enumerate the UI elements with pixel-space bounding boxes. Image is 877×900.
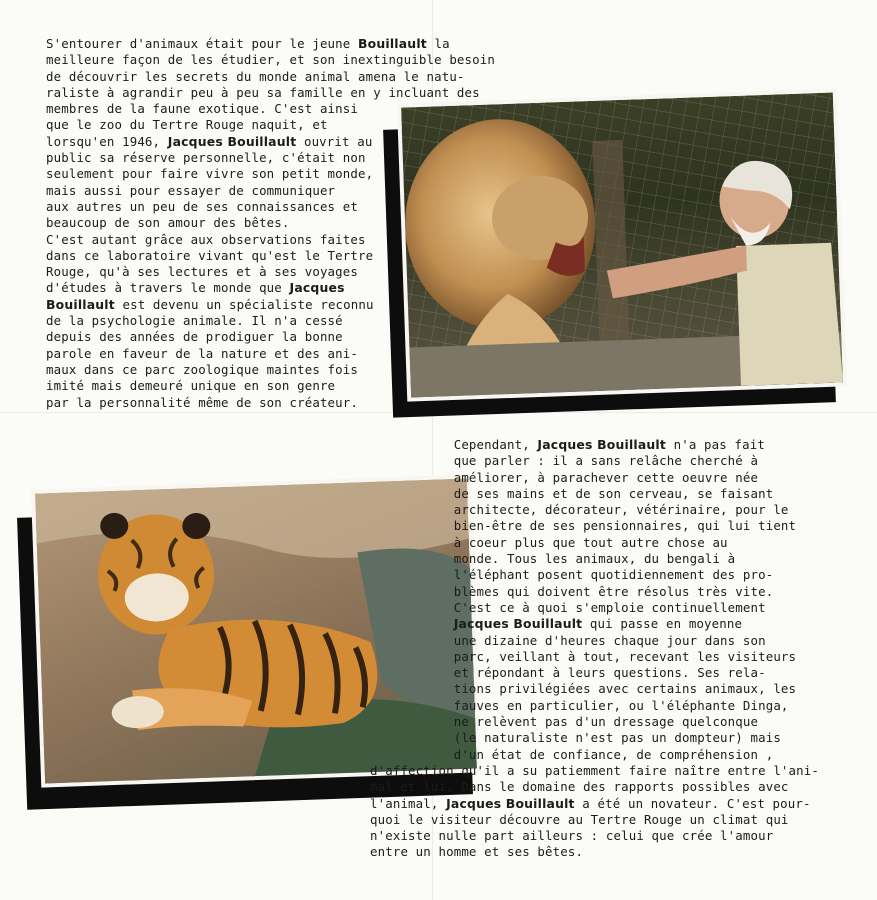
text-run: C'est autant grâce aux observations faites: [46, 231, 366, 247]
text-run: de ses mains et de son cerveau, se faisant: [370, 485, 774, 501]
text-line: [370, 812, 830, 828]
text-line: [370, 551, 830, 567]
name-highlight: Jacques Bouillault: [446, 795, 575, 811]
text-run: a été un novateur. C'est pour-: [574, 795, 811, 811]
lion-illustration: [401, 93, 843, 398]
text-line: [370, 437, 830, 453]
text-run: de découvrir les secrets du monde animal amena le natu-: [46, 68, 465, 84]
text-run: tions privilégiées avec certains animaux, les: [370, 681, 797, 697]
text-run: l'éléphant posent quotidiennement des pro-: [370, 567, 774, 583]
text-line: [370, 633, 830, 649]
text-run: meilleure façon de les étudier, et son inextinguible besoin: [46, 52, 495, 68]
text-line: [370, 681, 830, 697]
text-line: [370, 779, 830, 795]
text-run: quoi le visiteur découvre au Tertre Rouge un climat qui: [370, 811, 789, 827]
text-run: n'existe nulle part ailleurs : celui que crée l'amour: [370, 828, 774, 844]
text-line: [370, 747, 830, 763]
text-run: imité mais demeuré unique en son genre: [46, 378, 336, 394]
text-run: par la personnalité même de son créateur.: [46, 394, 359, 410]
text-line: [370, 486, 830, 502]
text-run: blèmes qui doivent être résolus très vite.: [370, 583, 774, 599]
text-run: est devenu un spécialiste reconnu: [114, 296, 374, 312]
text-run: public sa réserve personnelle, c'était non: [46, 150, 366, 166]
text-line: [370, 470, 830, 486]
text-line: [370, 518, 830, 534]
text-run: bien-être de ses pensionnaires, qui lui tient: [370, 518, 797, 534]
text-run: l'animal,: [370, 795, 447, 811]
text-run: Rouge, qu'à ses lectures et à ses voyages: [46, 264, 359, 280]
text-line: [46, 36, 506, 52]
text-run: d'affection qu'il a su patiemment faire naître entre l'ani-: [370, 762, 819, 778]
text-run: S'entourer d'animaux était pour le jeune: [46, 36, 359, 51]
text-run: [370, 616, 454, 631]
text-run: monde. Tous les animaux, du bengali à: [370, 551, 736, 567]
text-run: depuis des années de prodiguer la bonne: [46, 329, 343, 345]
text-line: [370, 649, 830, 665]
text-run: de la psychologie animale. Il n'a cessé: [46, 313, 343, 329]
text-line: [370, 600, 830, 616]
text-run: maux dans ce parc zoologique maintes fois: [46, 361, 359, 377]
text-line: [370, 616, 830, 632]
text-run: d'études à travers le monde que: [46, 280, 290, 296]
text-run: n'a pas fait: [666, 437, 765, 452]
text-run: architecte, décorateur, vétérinaire, pour le: [370, 502, 789, 518]
text-run: entre un homme et ses bêtes.: [370, 844, 584, 860]
text-line: [370, 698, 830, 714]
text-run: mais aussi pour essayer de communiquer: [46, 182, 336, 198]
text-column-bottom: [370, 437, 830, 861]
text-line: [46, 69, 506, 85]
text-line: [370, 453, 830, 469]
text-line: [370, 665, 830, 681]
text-run: que le zoo du Tertre Rouge naquit, et: [46, 117, 328, 133]
text-run: (le naturaliste n'est pas un dompteur) mais: [370, 730, 781, 746]
text-line: [370, 502, 830, 518]
text-line: [46, 52, 506, 68]
text-run: fauves en particulier, ou l'éléphante Dinga,: [370, 697, 789, 713]
text-run: la: [426, 36, 450, 51]
text-run: améliorer, à parachever cette oeuvre née: [370, 469, 759, 485]
text-run: aux autres un peu de ses connaissances et: [46, 198, 359, 214]
name-highlight: Jacques Bouillault: [453, 616, 583, 632]
name-highlight: Bouillault: [358, 36, 427, 51]
text-run: une dizaine d'heures chaque jour dans son: [370, 632, 766, 648]
text-run: mal et lui. Dans le domaine des rapports possibles avec: [370, 779, 789, 795]
text-run: ne relèvent pas d'un dressage quelconque: [370, 714, 759, 730]
text-line: [370, 584, 830, 600]
text-run: et répondant à leurs questions. Ses rela-: [370, 665, 766, 681]
text-line: [370, 796, 830, 812]
text-run: à coeur plus que tout autre chose au: [370, 534, 728, 550]
text-line: [370, 730, 830, 746]
text-run: qui passe en moyenne: [582, 616, 743, 632]
text-run: raliste à agrandir peu à peu sa famille en y incluant des: [46, 84, 480, 100]
text-run: seulement pour faire vivre son petit monde,: [46, 166, 374, 182]
text-run: beaucoup de son amour des bêtes.: [46, 215, 290, 231]
text-line: [370, 828, 830, 844]
text-line: [370, 714, 830, 730]
name-highlight: Jacques Bouillault: [537, 437, 666, 452]
text-run: lorsqu'en 1946,: [46, 133, 168, 149]
text-line: [370, 567, 830, 583]
text-line: [370, 535, 830, 551]
name-highlight: Jacques: [289, 280, 345, 296]
name-highlight: Jacques Bouillault: [167, 133, 297, 149]
name-highlight: Bouillault: [46, 296, 115, 312]
text-run: C'est ce à quoi s'emploie continuellement: [370, 599, 766, 615]
text-run: que parler : il a sans relâche cherché à: [370, 453, 759, 469]
text-run: parole en faveur de la nature et des ani-: [46, 345, 359, 361]
text-line: [46, 85, 506, 101]
text-line: [370, 844, 830, 860]
text-run: Cependant,: [370, 437, 538, 452]
text-run: membres de la faune exotique. C'est ainsi: [46, 101, 359, 117]
text-line: [370, 763, 830, 779]
text-run: ouvrit au: [296, 133, 373, 149]
text-run: parc, veillant à tout, recevant les visiteurs: [370, 648, 797, 664]
text-run: d'un état de confiance, de compréhension ,: [370, 746, 774, 762]
text-run: dans ce laboratoire vivant qu'est le Tertre: [46, 247, 374, 263]
lion-photo: [397, 88, 847, 401]
